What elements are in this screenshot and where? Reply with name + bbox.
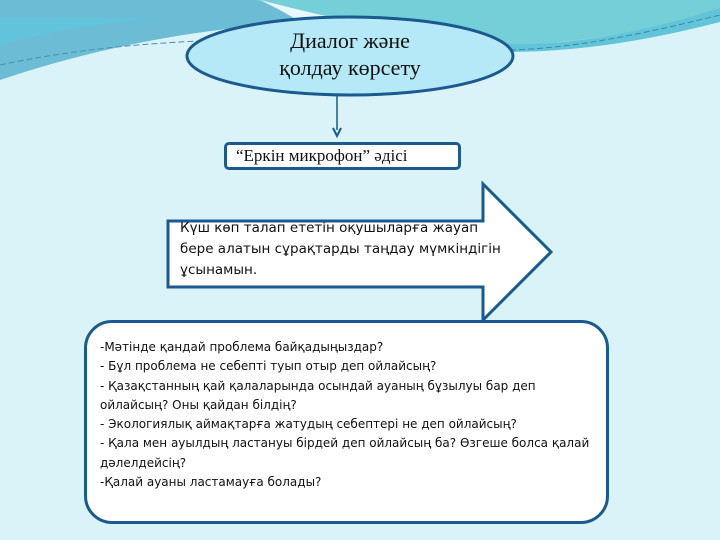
question-item: - Қазақстанның қай қалаларында осындай ауаның бұзылуы бар деп ойлайсың? Оны қайдан білдің?	[100, 378, 536, 412]
question-item: - Қала мен ауылдың ластануы бірдей деп ойлайсың ба? Өзгеше болса қалай дәлелдейсің?	[100, 436, 590, 470]
method-node	[224, 142, 461, 170]
question-item: -Мәтінде қандай проблема байқадыңыздар?	[100, 340, 384, 354]
title-node	[190, 27, 510, 81]
method-label: “Еркін микрофон” әдісі	[236, 146, 408, 165]
title-line-2: қолдау көрсету	[279, 55, 421, 80]
arrow-node-text: Күш көп талап ететін оқушыларға жауап бере алатын сұрақтарды таңдау мүмкіндігін ұсынамын.	[180, 220, 501, 278]
question-item: - Бұл проблема не себепті туып отыр деп ойлайсың?	[100, 359, 437, 374]
question-item: -Қалай ауаны ластамауға болады?	[100, 475, 322, 490]
title-line-1: Диалог және	[290, 28, 410, 53]
question-item: - Экологиялық аймақтарға жатудың себептері не деп ойлайсың?	[100, 417, 517, 432]
questions-node	[84, 320, 609, 524]
